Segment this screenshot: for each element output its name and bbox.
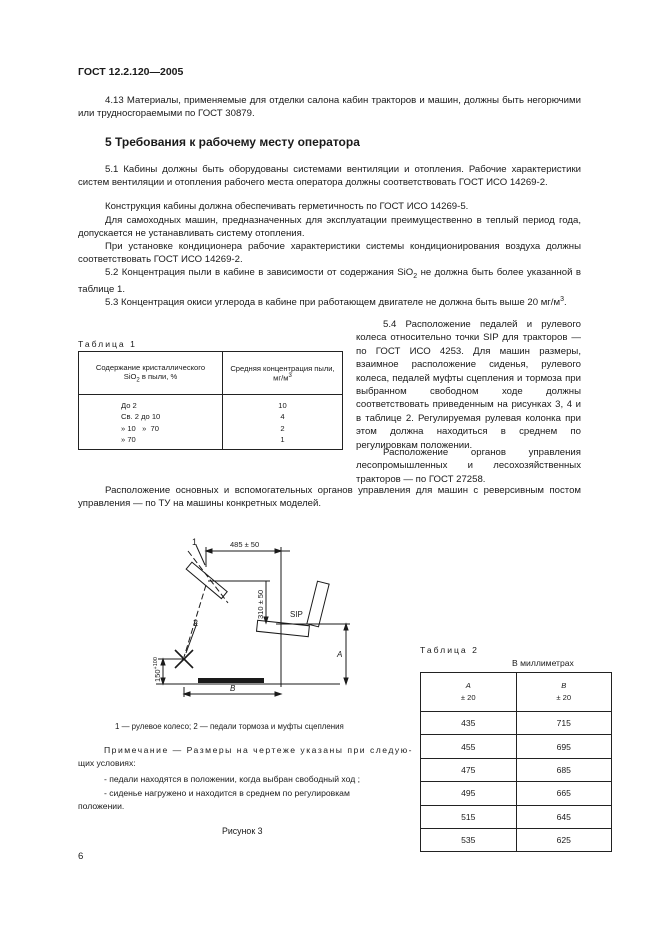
table-1-cell: 1 — [280, 435, 285, 445]
table-1-cell: » 10 » 70 — [121, 423, 159, 433]
paragraph-5-1-airtightness: Конструкция кабины должна обеспечивать герметичность по ГОСТ ИСО 14269-5. — [105, 201, 469, 212]
table-2-cell: 625 — [516, 828, 612, 851]
note-line-5: положении. — [78, 801, 125, 811]
steering-wheel-shape — [186, 562, 227, 598]
paragraph-4-13: 4.13 Материалы, применяемые для отделки салона кабин тракторов и машин, должны быть негорючими или трудносгораемыми по ГОСТ 30879. — [78, 95, 581, 120]
note-line-4: - сиденье нагружено и находится в среднем по регулировкам — [104, 788, 350, 798]
table-row — [421, 712, 612, 735]
table-2-cell: 535 — [421, 828, 517, 851]
table-2-caption: Таблица 2 — [420, 645, 479, 655]
table-2-cell: 645 — [516, 805, 612, 828]
table-row — [421, 805, 612, 828]
table-2-cell: 475 — [421, 758, 517, 781]
dim-485-label: 485 ± 50 — [230, 540, 260, 549]
table-1-col-sio2 — [79, 395, 223, 450]
sip-label: SIP — [290, 610, 303, 619]
table-2-unit: В миллиметрах — [512, 658, 574, 668]
label-a: A — [337, 650, 343, 659]
table-row — [421, 782, 612, 805]
table-1-cell: 10 — [278, 401, 287, 410]
document-header: ГОСТ 12.2.120—2005 — [78, 66, 184, 78]
paragraph-5-3: 5.3 Концентрация окиси углерода в кабине при работающем двигателе не должна быть выше 20 $мг/м^3$. — [105, 296, 567, 309]
table-2-cell: 435 — [421, 712, 517, 735]
section-title: 5 Требования к рабочему месту оператора — [105, 135, 360, 149]
note-line-2: щих условиях: — [78, 758, 136, 768]
table-2-header-a: A ± 20 — [421, 673, 517, 712]
floor-hatch — [198, 678, 264, 683]
table-2-cell: 695 — [516, 735, 612, 758]
table-2-cell: 515 — [421, 805, 517, 828]
table-2-cell: 715 — [516, 712, 612, 735]
paragraph-5-4: 5.4 Расположение педалей и рулевого колеса относительно точки SIP для тракторов — по ГОСТ ИСО 4253. Для машин размеры, взаимное расположение сиденья, рулевого колеса, педалей муфты сцепления и тормоза при выбранном свободном ходе должны соответствовать приведенным на рисунках 3, 4 и в таблице 2. Регулируемая рулевая колонка при этом должна находиться в среднем по регулировкам положении. — [356, 319, 581, 451]
figure-3-drawing — [150, 537, 360, 702]
table-1-header-sio2: Содержание кристаллического SiO$_2$ в пыли, % — [79, 352, 223, 395]
label-b: B — [230, 684, 236, 693]
note-line-1: Примечание — Размеры на чертеже указаны при следую- — [104, 745, 414, 755]
table-1-cell: Св. 2 до 10 — [121, 412, 161, 422]
paragraph-5-1: 5.1 Кабины должны быть оборудованы системами вентиляции и отопления. Рабочие характеристики систем вентиляции и отопления рабочего места оператора должны соответствовать ГОСТ ИСО 14269-2. — [78, 164, 581, 189]
seat-cushion-shape — [257, 620, 310, 636]
note-line-3: - педали находятся в положении, когда выбран свободный ход ; — [104, 774, 360, 784]
table-2-cell: 685 — [516, 758, 612, 781]
steering-axis-line — [188, 551, 228, 603]
table-row — [421, 735, 612, 758]
dim-150-label: $150^{+100}$ — [153, 657, 162, 682]
paragraph-5-4-forestry: Расположение органов управления лесопромышленных и лесохозяйственных тракторов — по ГОСТ 27258. — [356, 447, 581, 485]
table-1-header-concentration: Средняя концентрация пыли, $мг/м^3$ — [223, 352, 343, 395]
figure-3-title: Рисунок 3 — [222, 826, 263, 836]
table-1 — [78, 351, 343, 450]
table-1-cell: » 70 — [121, 435, 136, 445]
table-1-col-concentration — [223, 395, 343, 450]
table-row — [421, 758, 612, 781]
table-1-cell: 2 — [280, 423, 285, 433]
table-2-cell: 455 — [421, 735, 517, 758]
label-1-leader — [196, 545, 205, 565]
page-number: 6 — [78, 851, 84, 862]
table-1-cell: 4 — [280, 412, 285, 422]
table-2 — [420, 672, 612, 852]
paragraph-reversible-post: Расположение основных и вспомогательных органов управления для машин с реверсивным постом управления — по ТУ на машины конкретных моделей. — [78, 485, 581, 510]
table-2-header-b: B ± 20 — [516, 673, 612, 712]
table-1-caption: Таблица 1 — [78, 339, 137, 349]
label-2: 2 — [193, 618, 199, 628]
dim-310-label: 310 ± 50 — [256, 589, 265, 619]
paragraph-5-1-conditioner: При установке кондиционера рабочие характеристики системы кондиционирования воздуха должны соответствовать ГОСТ ИСО 14269-2. — [78, 241, 581, 266]
paragraph-5-2: 5.2 Концентрация пыли в кабине в зависимости от содержания SiO$_2$ не должна быть более указанной в таблице 1. — [78, 267, 581, 296]
label-1: 1 — [192, 537, 198, 547]
table-1-cell: До 2 — [121, 401, 137, 410]
table-2-cell: 495 — [421, 782, 517, 805]
table-row — [421, 828, 612, 851]
seat-back-shape — [307, 581, 329, 627]
figure-3-caption: 1 — рулевое колесо; 2 — педали тормоза и муфты сцепления — [115, 722, 344, 731]
paragraph-5-1-heating: Для самоходных машин, предназначенных для эксплуатации преимущественно в теплый период года, допускается не устанавливать систему отопления. — [78, 215, 581, 240]
table-2-cell: 665 — [516, 782, 612, 805]
